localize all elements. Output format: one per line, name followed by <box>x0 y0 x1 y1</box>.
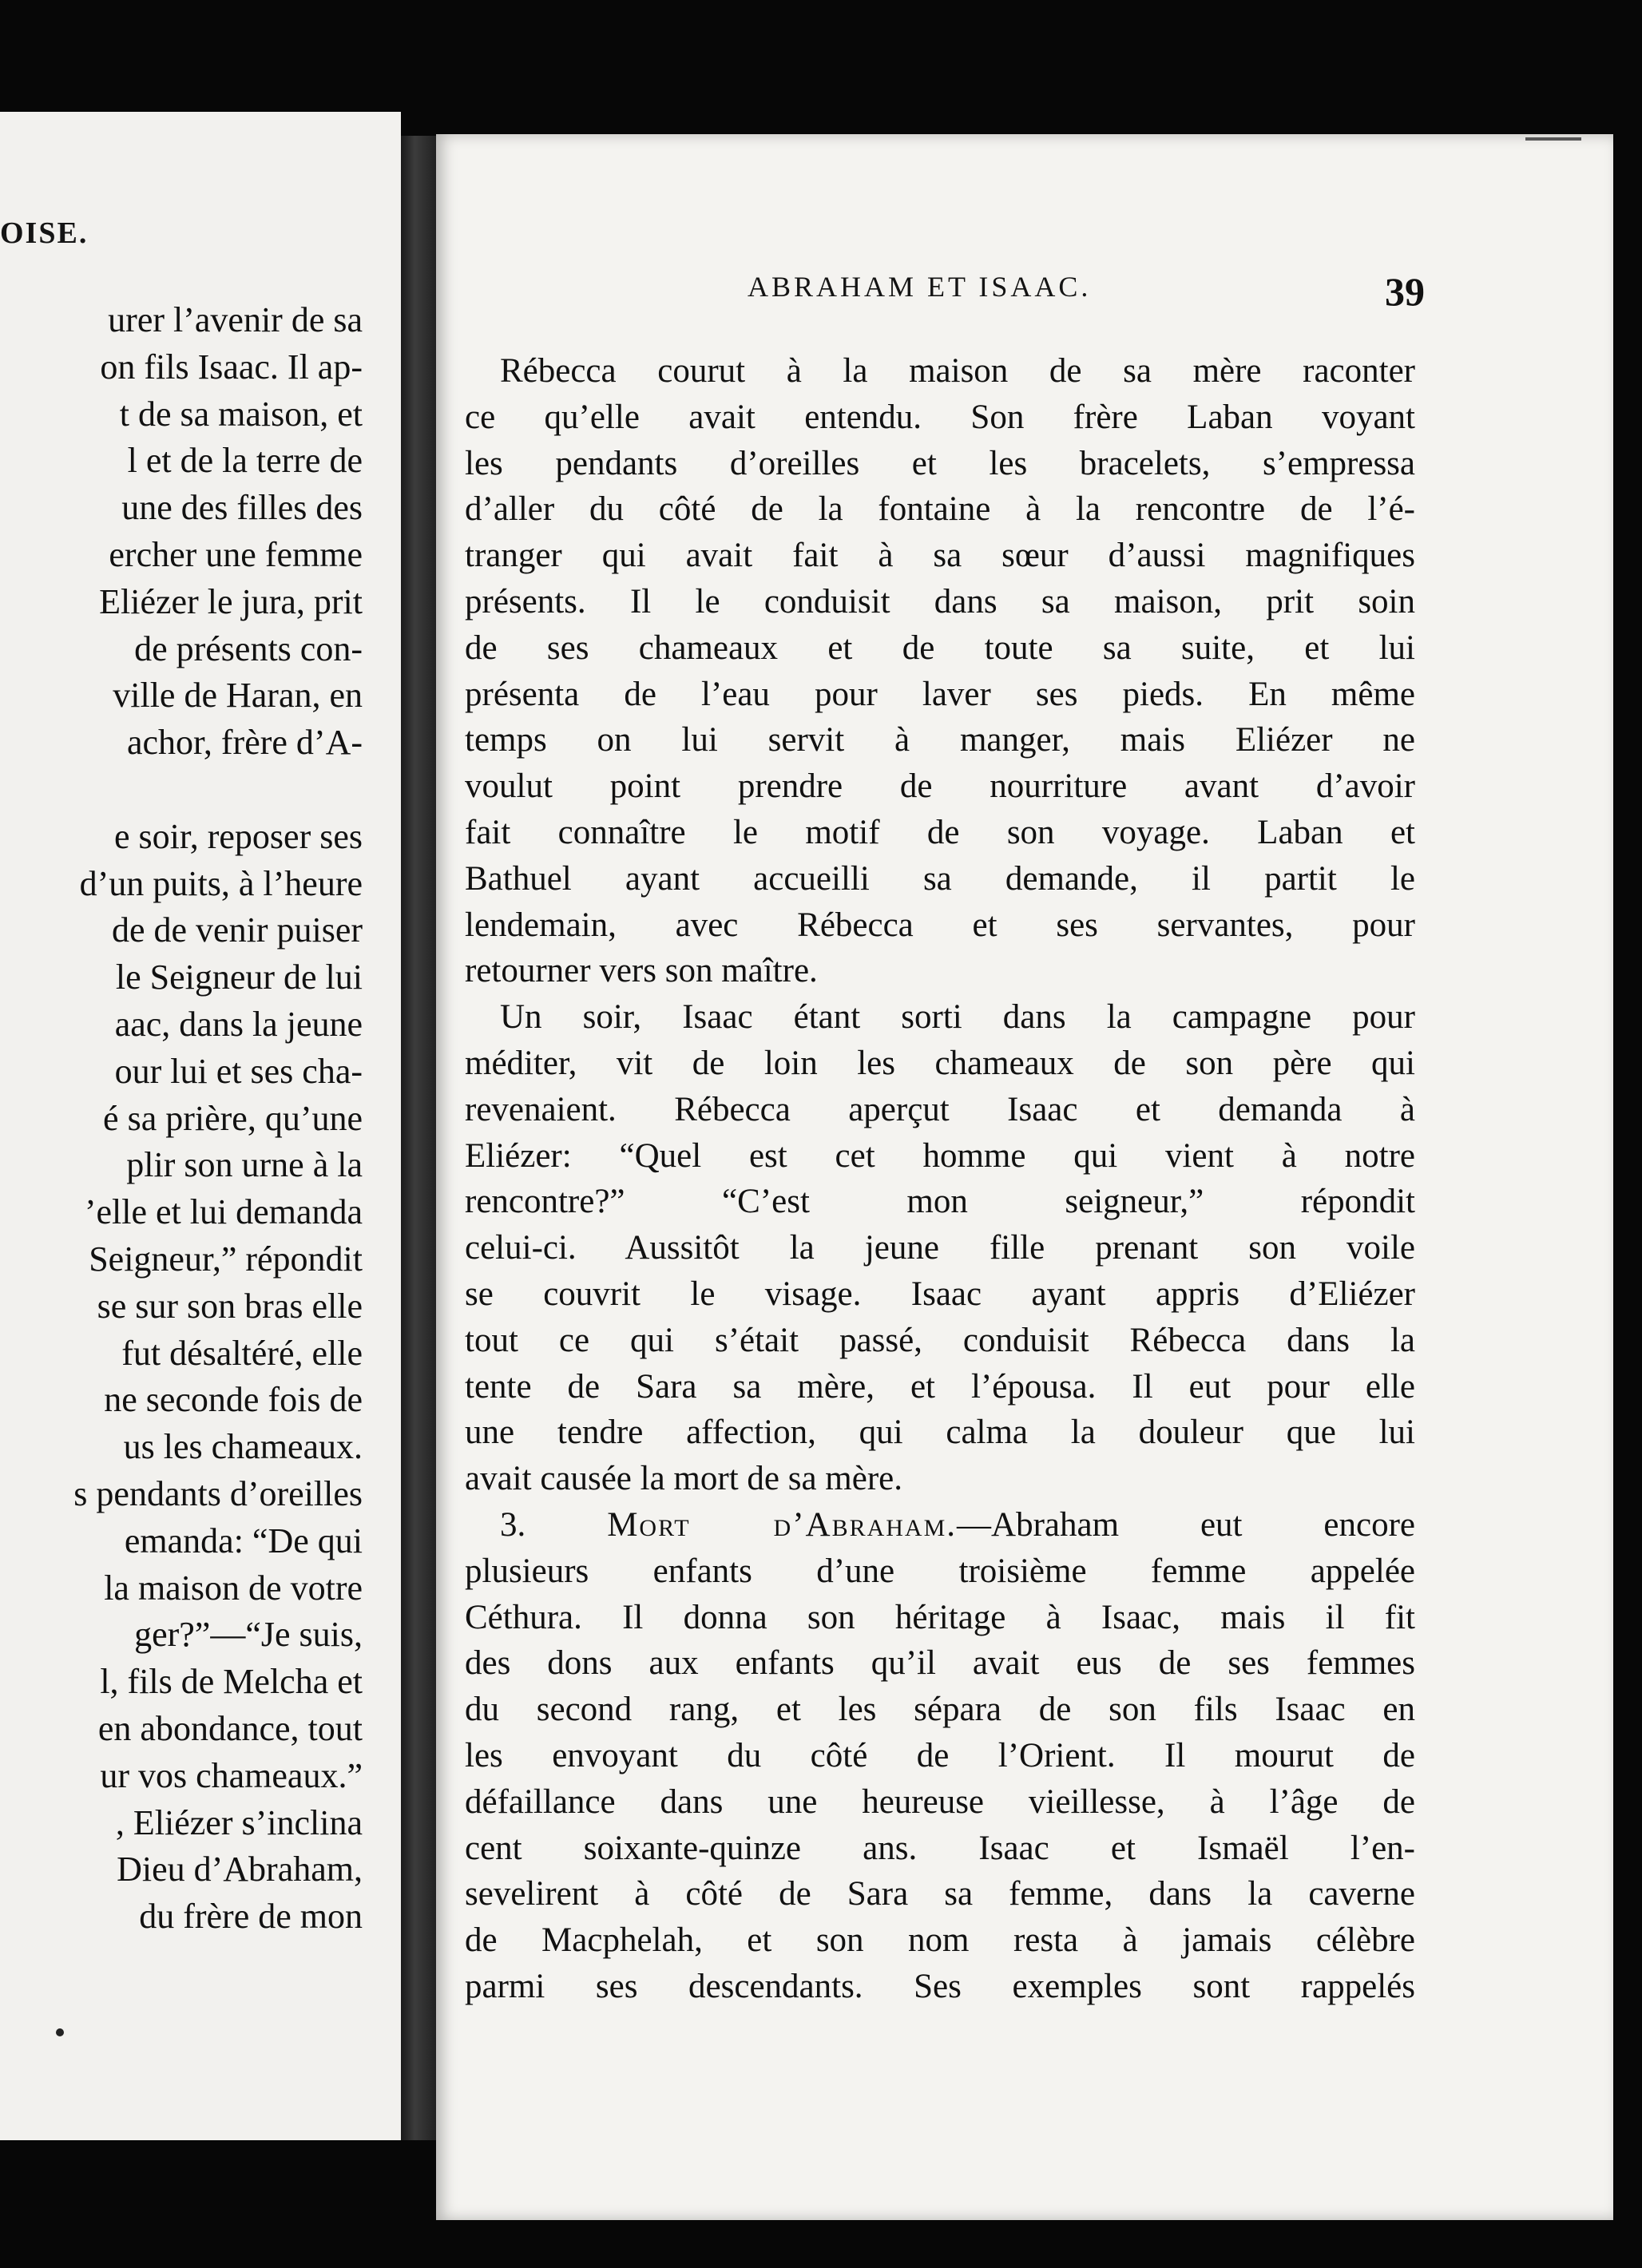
text-line: tente de Sara sa mère, et l’épousa. Il eut pour elle <box>465 1367 1415 1406</box>
text-line: fait connaître le motif de son voyage. Laban et <box>465 813 1415 851</box>
text-line: temps on lui servit à manger, mais Eliézer ne <box>465 721 1415 759</box>
text-line: une tendre affection, qui calma la douleur que lui <box>465 1414 1415 1452</box>
text-line: la maison de votre <box>104 1568 363 1608</box>
text-line: une des filles des <box>121 488 363 528</box>
text-line: ce qu’elle avait entendu. Son frère Laban voyant <box>465 398 1415 436</box>
text-line: revenaient. Rébecca aperçut Isaac et demanda à <box>465 1090 1415 1128</box>
text-line: de ses chameaux et de toute sa suite, et lui <box>465 628 1415 667</box>
text-line: our lui et ses cha- <box>114 1051 363 1091</box>
text-line: Dieu d’Abraham, <box>117 1850 363 1889</box>
text-line: du frère de mon <box>139 1897 363 1937</box>
page-number: 39 <box>1385 269 1425 314</box>
text-line: us les chameaux. <box>123 1427 363 1467</box>
text-line: se sur son bras elle <box>97 1286 363 1326</box>
text-line: parmi ses descendants. Ses exemples sont rappelés <box>465 1967 1415 2005</box>
text-line: les pendants d’oreilles et les bracelets, s’empressa <box>465 444 1415 482</box>
text-line: ur vos chameaux.” <box>100 1755 363 1795</box>
text-line: celui-ci. Aussitôt la jeune fille prenant son voile <box>465 1229 1415 1267</box>
text-line: l et de la terre de <box>127 441 363 481</box>
text-line: Bathuel ayant accueilli sa demande, il partit le <box>465 859 1415 898</box>
text-line: de présents con- <box>134 628 363 668</box>
text-line: , Eliézer s’inclina <box>115 1802 363 1842</box>
text-line: Un soir, Isaac étant sorti dans la campagne pour <box>500 998 1415 1037</box>
text-line: s pendants d’oreilles <box>73 1473 363 1513</box>
right-page-text <box>465 348 1415 2010</box>
text-line: Seigneur,” répondit <box>89 1239 363 1279</box>
section-number: 3. <box>500 1505 608 1544</box>
text-line: Rébecca courut à la maison de sa mère raconter <box>500 352 1415 390</box>
text-line: plir son urne à la <box>126 1145 363 1185</box>
right-page <box>436 134 1613 2220</box>
text-line: emanda: “De qui <box>124 1521 363 1560</box>
text-line: défaillance dans une heureuse vieillesse, à l’âge de <box>465 1782 1415 1821</box>
text-line: achor, frère d’A- <box>126 723 363 763</box>
text-line: ville de Haran, en <box>113 676 363 716</box>
text-line: présents. Il le conduisit dans sa maison, prit soin <box>465 582 1415 621</box>
left-running-head: OISE. <box>0 216 89 250</box>
text-line: du second rang, et les sépara de son fils Isaac en <box>465 1691 1415 1729</box>
running-head: ABRAHAM ET ISAAC. <box>748 271 1092 303</box>
text-line: d’aller du côté de la fontaine à la rencontre de l’é- <box>465 490 1415 529</box>
text-line: urer l’avenir de sa <box>108 300 363 339</box>
text-line: cent soixante-quinze ans. Isaac et Ismaël l’en- <box>465 1829 1415 1867</box>
book-spine <box>401 136 436 2140</box>
text-line: e soir, reposer ses <box>113 816 363 856</box>
text-line: les envoyant du côté de l’Orient. Il mourut de <box>465 1736 1415 1774</box>
left-page <box>0 112 401 2140</box>
section-title: Mort d’Abraham. <box>607 1505 958 1544</box>
text-line: l, fils de Melcha et <box>100 1662 363 1702</box>
text-line: fut désaltéré, elle <box>121 1333 363 1373</box>
text-line: méditer, vit de loin les chameaux de son père qui <box>465 1044 1415 1082</box>
text-line: sevelirent à côté de Sara sa femme, dans la caverne <box>465 1875 1415 1913</box>
text-line: Céthura. Il donna son héritage à Isaac, mais il fit <box>465 1598 1415 1636</box>
text-line: ’elle et lui demanda <box>84 1192 363 1232</box>
text-line: tranger qui avait fait à sa sœur d’aussi magnifiques <box>465 537 1415 575</box>
text-line: Eliézer le jura, prit <box>99 581 363 621</box>
text-line: lendemain, avec Rébecca et ses servantes, pour <box>465 906 1415 944</box>
text-line: des dons aux enfants qu’il avait eus de ses femmes <box>465 1644 1415 1683</box>
text-line: tout ce qui s’était passé, conduisit Rébecca dans la <box>465 1321 1415 1359</box>
section-heading-line <box>465 1502 1415 1548</box>
text-line: se couvrit le visage. Isaac ayant appris d’Eliézer <box>465 1275 1415 1313</box>
text-line: d’un puits, à l’heure <box>79 863 363 903</box>
text-line: le Seigneur de lui <box>115 958 363 997</box>
text-line: en abondance, tout <box>97 1708 363 1748</box>
text-line: rencontre?” “C’est mon seigneur,” répondit <box>465 1183 1415 1221</box>
page-edge-mark <box>1525 137 1581 141</box>
text-line: aac, dans la jeune <box>114 1004 363 1044</box>
text-line: ercher une femme <box>109 534 363 574</box>
text-line: on fils Isaac. Il ap- <box>100 347 363 387</box>
left-page-text <box>0 297 363 1941</box>
text-line: avait causée la mort de sa mère. <box>465 1460 902 1498</box>
text-line: ger?”—“Je suis, <box>134 1615 363 1655</box>
text-line: ne seconde fois de <box>104 1380 363 1420</box>
text-line: plusieurs enfants d’une troisième femme appelée <box>465 1552 1415 1590</box>
text-line: retourner vers son maître. <box>465 952 818 990</box>
ink-mark <box>56 2028 64 2036</box>
section-first-line: —Abraham eut encore <box>957 1505 1415 1544</box>
text-line: é sa prière, qu’une <box>103 1098 363 1138</box>
text-line: t de sa maison, et <box>119 394 363 434</box>
text-line: Eliézer: “Quel est cet homme qui vient à notre <box>465 1136 1415 1175</box>
text-line: de Macphelah, et son nom resta à jamais célèbre <box>465 1921 1415 1960</box>
text-line: présenta de l’eau pour laver ses pieds. En même <box>465 675 1415 713</box>
text-line: de de venir puiser <box>112 910 363 950</box>
text-line <box>0 767 363 814</box>
text-line: voulut point prendre de nourriture avant d’avoir <box>465 767 1415 806</box>
